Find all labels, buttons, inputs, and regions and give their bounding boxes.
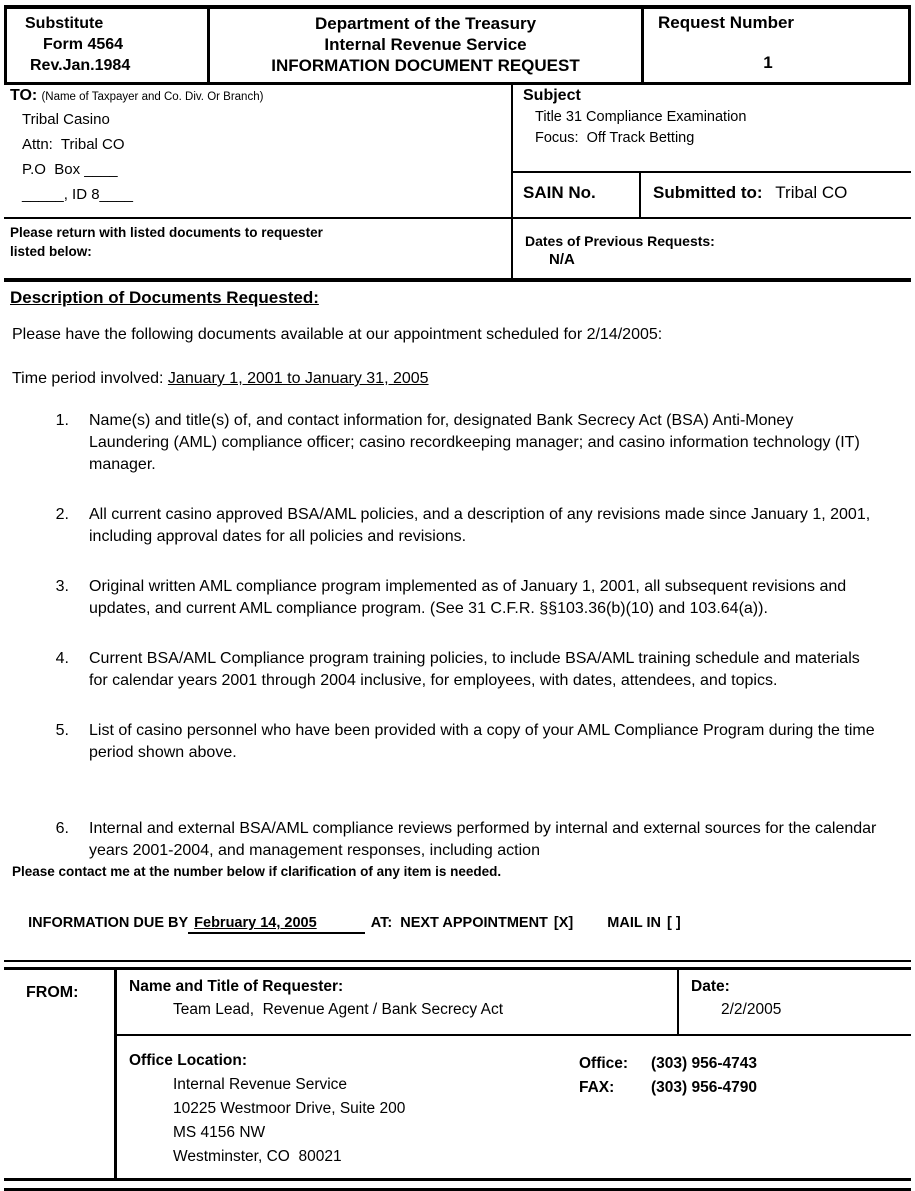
- office-phone-label: Office:: [579, 1055, 629, 1072]
- item-number: 3.: [55, 578, 69, 595]
- form-header: [4, 5, 911, 85]
- office-phone-value: (303) 956-4743: [651, 1055, 757, 1072]
- date-label: Date:: [691, 978, 730, 995]
- description-heading: Description of Documents Requested:: [10, 288, 319, 307]
- office-row: [117, 1036, 911, 1178]
- date-cell: [679, 970, 911, 1034]
- list-item: [12, 504, 911, 548]
- office-address-line: 10225 Westmoor Drive, Suite 200: [173, 1100, 406, 1117]
- time-period-line: [12, 368, 911, 390]
- from-details: [117, 970, 911, 1178]
- fax-row: [579, 1076, 757, 1100]
- taxpayer-name: Tribal Casino: [22, 111, 110, 128]
- information-due-label: INFORMATION DUE BY: [28, 915, 189, 931]
- submitted-to-value: Tribal CO: [775, 183, 848, 202]
- taxpayer-city-state: _____, ID 8____: [22, 186, 133, 203]
- office-address-line: Internal Revenue Service: [173, 1076, 348, 1093]
- time-period-value: January 1, 2001 to January 31, 2005: [167, 370, 429, 387]
- contact-note: Please contact me at the number below if clarification of any item is needed.: [12, 864, 502, 879]
- request-number-label: Request Number: [658, 13, 795, 32]
- return-band: [4, 219, 911, 282]
- form-id-block: [7, 9, 210, 82]
- return-instructions-line2: listed below:: [10, 244, 92, 259]
- submitted-to-label: Submitted to:: [653, 183, 763, 202]
- list-item: [12, 720, 911, 764]
- request-body: [4, 310, 911, 862]
- item-text: Current BSA/AML Compliance program training policies, to include BSA/AML training schedule and materials for calendar years 2001 through 2004 inclusive, for employees, with dates, attendees, and topics.: [89, 650, 860, 689]
- item-text: Original written AML compliance program implemented as of January 1, 2001, all subsequent revisions and updates, and current AML compliance program. (See 31 C.F.R. §§103.36(b)(10) and 103.64(a)).: [89, 578, 847, 617]
- from-section: [4, 970, 911, 1178]
- phone-block: [579, 1052, 757, 1100]
- subject-line-1: Title 31 Compliance Examination: [535, 109, 747, 125]
- request-number-block: [644, 9, 908, 82]
- next-appointment-checkbox: [X]: [553, 915, 574, 931]
- mail-in-label: MAIL IN: [607, 915, 661, 931]
- form-number: Form 4564: [43, 36, 124, 53]
- taxpayer-address: [10, 107, 511, 207]
- form-revision: Rev.Jan.1984: [30, 57, 131, 74]
- to-heading: [10, 87, 511, 105]
- request-number-value: 1: [763, 53, 773, 72]
- agency-title-block: [210, 9, 644, 82]
- double-rule: [4, 960, 911, 970]
- time-period-label: Time period involved:: [12, 370, 168, 387]
- form-substitute-label: Substitute: [25, 15, 104, 32]
- previous-requests-cell: [513, 219, 911, 278]
- at-next-appointment-label: AT: NEXT APPOINTMENT: [370, 915, 548, 931]
- mail-in-checkbox: [ ]: [666, 915, 681, 931]
- addressee-band: [4, 85, 911, 219]
- list-item: [12, 576, 911, 620]
- office-location-label: Office Location:: [129, 1052, 247, 1069]
- sain-number-label: SAIN No.: [513, 173, 641, 217]
- form4564-document: [4, 5, 911, 1191]
- due-date-blank: [188, 915, 365, 934]
- return-instructions: [4, 219, 513, 278]
- service-name: Internal Revenue Service: [324, 35, 527, 54]
- item-text: List of casino personnel who have been provided with a copy of your AML Compliance Program during the time period shown above.: [89, 722, 875, 761]
- office-address-line: Westminster, CO 80021: [173, 1148, 342, 1165]
- date-value: 2/2/2005: [721, 1001, 782, 1018]
- item-number: 4.: [55, 650, 69, 667]
- submitted-to-cell: [641, 173, 911, 217]
- intro-paragraph: Please have the following documents available at our appointment scheduled for 2/14/2005:: [12, 326, 663, 343]
- item-number: 5.: [55, 722, 69, 739]
- due-date-value: February 14, 2005: [194, 915, 317, 931]
- office-phone-row: [579, 1052, 757, 1076]
- previous-requests-label: Dates of Previous Requests:: [525, 233, 715, 249]
- office-address: [129, 1073, 911, 1169]
- subject-sain-column: [513, 85, 911, 217]
- subject-line-2: Focus: Off Track Betting: [535, 130, 695, 146]
- bottom-double-rule: [4, 1178, 911, 1191]
- list-item: [12, 410, 911, 476]
- office-address-line: MS 4156 NW: [173, 1124, 266, 1141]
- requester-cell: [117, 970, 679, 1034]
- item-text: All current casino approved BSA/AML policies, and a description of any revisions made since January 1, 2001, including approval dates for all policies and revisions.: [89, 506, 871, 545]
- form-title: INFORMATION DOCUMENT REQUEST: [271, 56, 580, 75]
- item-number: 6.: [55, 820, 69, 837]
- item-number: 2.: [55, 506, 69, 523]
- item-number: 1.: [55, 412, 69, 429]
- to-cell: [4, 85, 513, 217]
- from-label: FROM:: [4, 970, 117, 1178]
- item-text: Name(s) and title(s) of, and contact information for, designated Bank Secrecy Act (BSA) Anti-Money Laundering (AML) compliance officer; casino recordkeeping manager; and casino information technology (IT) manager.: [89, 412, 860, 473]
- list-item: [12, 818, 911, 862]
- information-due-line: [4, 899, 911, 950]
- list-item: [12, 648, 911, 692]
- fax-value: (303) 956-4790: [651, 1079, 757, 1096]
- to-sublabel: (Name of Taxpayer and Co. Div. Or Branch): [41, 91, 264, 103]
- return-instructions-line1: Please return with listed documents to requester: [10, 225, 323, 240]
- requester-value: Team Lead, Revenue Agent / Bank Secrecy Act: [173, 1001, 504, 1018]
- item-text: Internal and external BSA/AML compliance reviews performed by internal and external sources for the calendar years 2001-2004, and management responses, including action: [89, 820, 877, 859]
- requester-label: Name and Title of Requester:: [129, 978, 344, 995]
- subject-lines: [523, 107, 911, 149]
- fax-label: FAX:: [579, 1079, 615, 1096]
- subject-label: Subject: [523, 87, 581, 104]
- taxpayer-attn: Attn: Tribal CO: [22, 136, 125, 153]
- department-name: Department of the Treasury: [314, 14, 537, 33]
- previous-requests-value: N/A: [549, 251, 575, 268]
- requester-row: [117, 970, 911, 1036]
- subject-cell: [513, 85, 911, 173]
- taxpayer-pobox: P.O Box ____: [22, 161, 118, 178]
- to-label: TO:: [10, 87, 38, 104]
- sain-row: [513, 173, 911, 217]
